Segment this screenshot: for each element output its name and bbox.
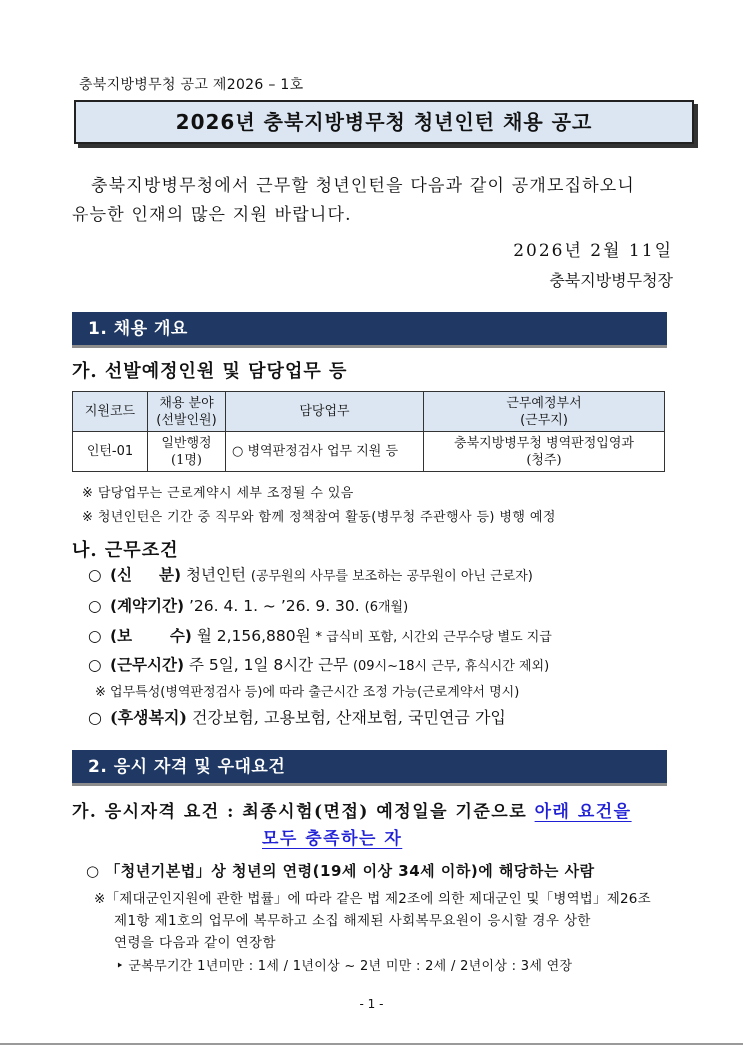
condition-period (88, 594, 408, 616)
section-2-header (72, 750, 667, 786)
intro-line-1: 충북지방병무청에서 근무할 청년인턴을 다음과 같이 공개모집하오니 (91, 176, 636, 196)
condition-label: (후생복지) (110, 708, 187, 727)
notice-date: 2026년 2월 11일 (513, 241, 673, 261)
bullet-circle: ○ (88, 656, 102, 674)
condition-detail: (09시~18시 근무, 휴식시간 제외) (352, 659, 550, 674)
qualification-prefix: 가. 응시자격 요건 : 최종시험(면접) 예정일을 기준으로 (72, 802, 535, 822)
section-1-header (72, 312, 667, 348)
header-duty: 담당업무 (226, 392, 424, 432)
condition-detail: * 급식비 포함, 시간외 근무수당 별도 지급 (315, 630, 552, 645)
cell-field: 일반행정 (1명) (148, 432, 226, 472)
condition-value: 건강보험, 고용보험, 산재보험, 국민연금 가입 (186, 708, 506, 727)
notice-number: 충북지방병무청 공고 제2026 – 1호 (79, 77, 304, 93)
page-number: - 1 - (359, 997, 384, 1011)
subsection-a-title: 가. 선발예정인원 및 담당업무 등 (72, 361, 348, 382)
header-code: 지원코드 (73, 392, 148, 432)
section-1-title: 1. 채용 개요 (88, 319, 188, 339)
qualification-highlight-2: 모두 충족하는 자 (262, 829, 403, 849)
condition-label: (계약기간) (110, 597, 185, 615)
header-field: 채용 분야 (선발인원) (148, 392, 226, 432)
subsection-b-title: 나. 근무조건 (72, 540, 179, 561)
condition-detail: (공무원의 사무를 보조하는 공무원이 아닌 근로자) (250, 569, 533, 584)
table-row (73, 432, 665, 472)
issuer: 충북지방병무청장 (549, 271, 673, 290)
hours-note: ※ 업무특성(병역판정검사 등)에 따라 출근시간 조정 가능(근로계약서 명시) (95, 685, 520, 700)
qualification-heading (72, 797, 632, 822)
condition-value: ’26. 4. 1. ~ ’26. 9. 30. (184, 597, 365, 615)
bottom-divider (0, 1043, 743, 1045)
condition-status (88, 563, 533, 585)
requirement-age: ○ 「청년기본법」상 청년의 연령(19세 이상 34세 이하)에 해당하는 사람 (86, 862, 595, 880)
note-duty-adjust: ※ 담당업무는 근로계약시 세부 조정될 수 있음 (82, 486, 354, 501)
recruitment-table (72, 391, 665, 472)
bullet-circle: ○ (88, 597, 102, 615)
cell-duty: ○ 병역판정검사 업무 지원 등 (226, 432, 424, 472)
table-header-row (73, 392, 665, 432)
qualification-heading-cont (262, 824, 402, 849)
condition-label: (근무시간) (110, 656, 185, 674)
requirement-note-line-2: 제1항 제1호의 업무에 복무하고 소집 해제된 사회복무요원이 응시할 경우 상한 (114, 913, 591, 929)
condition-welfare (88, 705, 506, 728)
requirement-note-line-1: ※「제대군인지원에 관한 법률」에 따라 같은 법 제2조에 의한 제대군인 및「병역법」제26조 (94, 891, 651, 907)
note-policy-activity: ※ 청년인턴은 기간 중 직무와 함께 정책참여 활동(병무청 주관행사 등) 병행 예정 (82, 510, 556, 525)
condition-detail: (6개월) (364, 600, 409, 615)
bullet-circle: ○ (88, 708, 102, 727)
condition-pay (88, 624, 552, 646)
qualification-highlight-1: 아래 요건을 (534, 802, 632, 822)
requirement-note-line-3: 연령을 다음과 같이 연장함 (114, 935, 276, 951)
condition-value: 월 2,156,880원 (191, 627, 316, 645)
condition-label: (보 수) (110, 627, 192, 645)
bullet-circle: ○ (88, 566, 102, 584)
page-title: 2026년 충북지방병무청 청년인턴 채용 공고 (175, 110, 593, 134)
section-2-title: 2. 응시 자격 및 우대요건 (88, 757, 286, 777)
intro-line-2: 유능한 인재의 많은 지원 바랍니다. (72, 205, 352, 225)
condition-value: 주 5일, 1일 8시간 근무 (184, 656, 353, 674)
requirement-sub-bullet: ‣ 군복무기간 1년미만 : 1세 / 1년이상 ~ 2년 미만 : 2세 / 2년이상 : 3세 연장 (116, 959, 573, 974)
condition-label: (신 분) (110, 566, 182, 584)
condition-value: 청년인턴 (181, 566, 251, 584)
cell-department: 충북지방병무청 병역판정입영과 (청주) (424, 432, 665, 472)
header-department: 근무예정부서 (근무지) (424, 392, 665, 432)
bullet-circle: ○ (88, 627, 102, 645)
title-box (74, 100, 694, 144)
cell-code: 인턴-01 (73, 432, 148, 472)
condition-hours (88, 653, 549, 675)
